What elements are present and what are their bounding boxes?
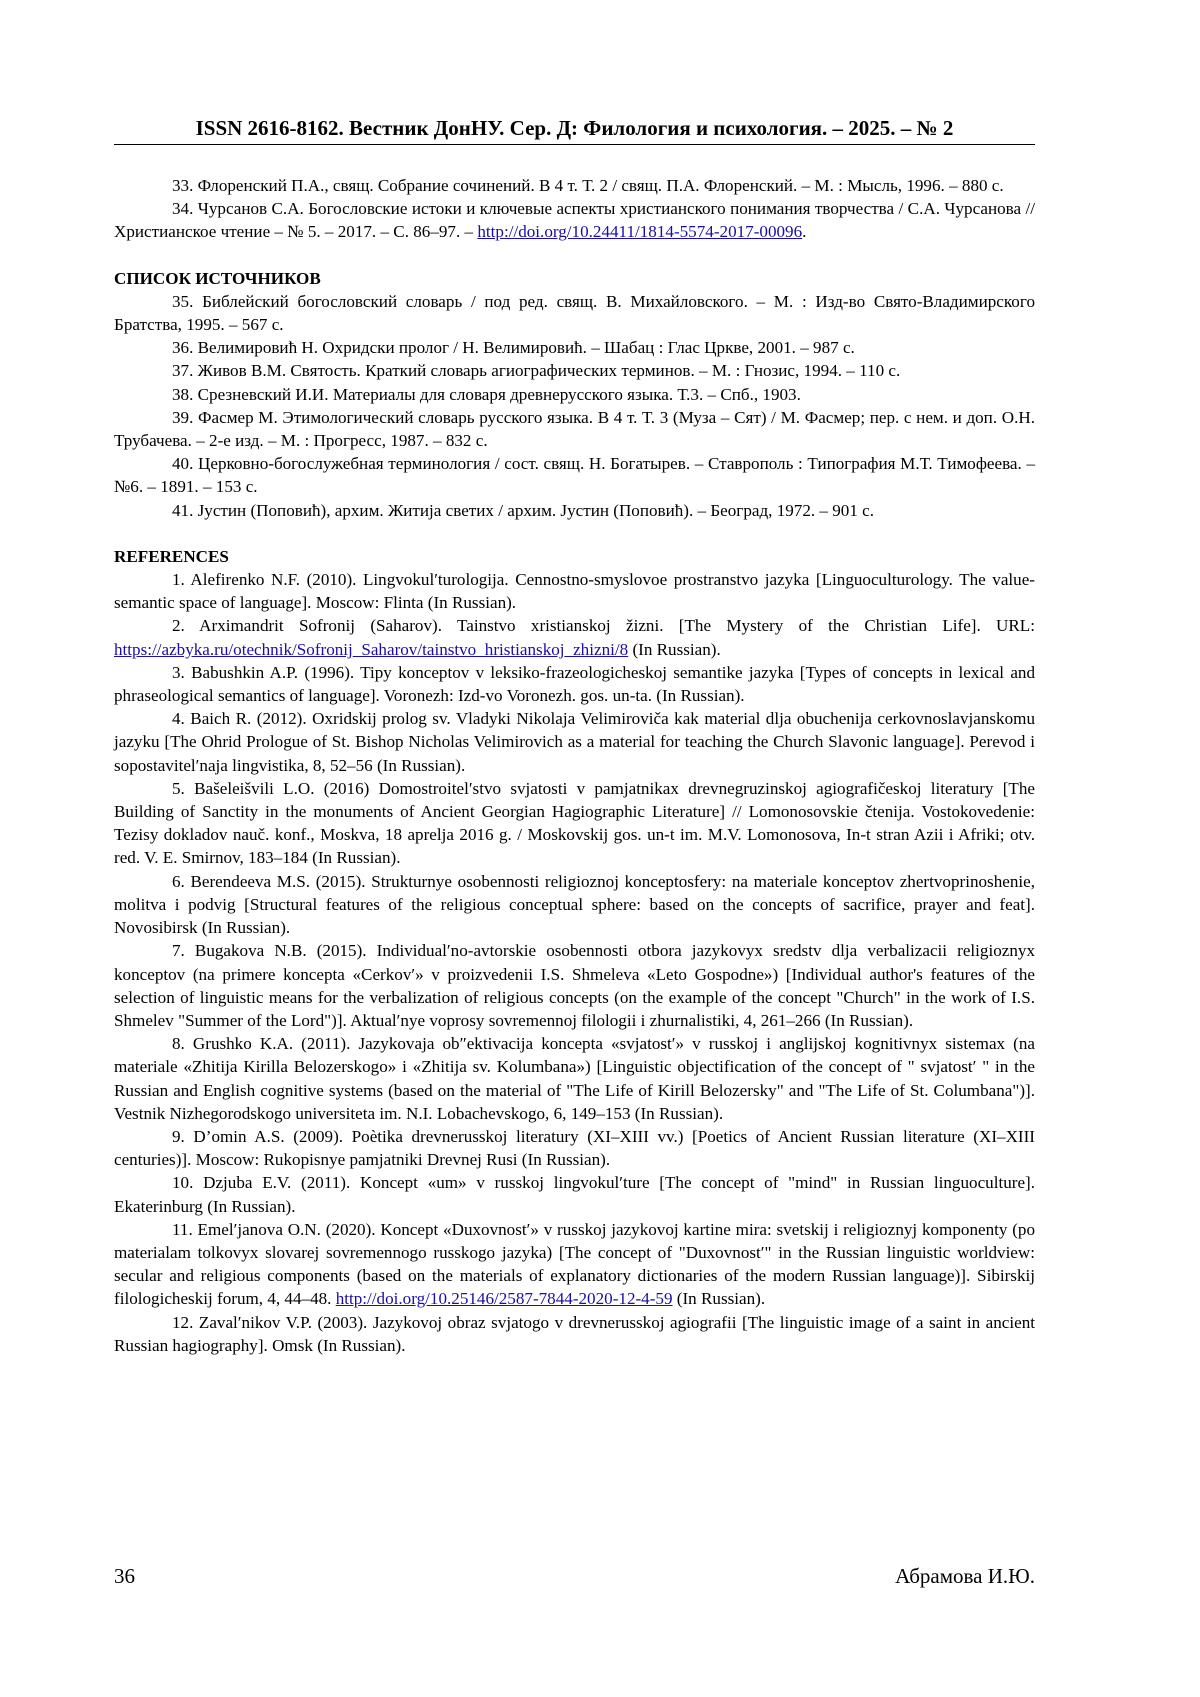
reference-entry: 7. Bugakova N.B. (2015). Individual′no-avtorskie osobennosti otbora jazykovyx sredstv dlja verbalizacii religioznyx konceptov (na primere koncepta «Cerkov′» v proizvedenii I.S. Shmeleva «Leto Gospodne») [Individual author's features of the selection of linguistic means for the verbalization of religious concepts (on the example of the concept "Church" in the work of I.S. Shmelev "Summer of the Lord")]. Aktual′nye voprosy sovremennoj filologii i zhurnalistiki, 4, 261–266 (In Russian). [114,941,1035,1030]
sources-heading: СПИСОК ИСТОЧНИКОВ [114,268,321,288]
entry-text-after: (In Russian). [672,1289,766,1309]
reference-entry: 12. Zaval′nikov V.P. (2003). Jazykovoj obraz svjatogo v drevnerusskoj agiografii [The linguistic image of a saint in ancient Russian hagiography]. Omsk (In Russian). [114,1312,1035,1355]
bibliography-entry: 33. Флоренский П.А., свящ. Собрание сочинений. В 4 т. Т. 2 / свящ. П.А. Флоренский. – М. : Мысль, 1996. – 880 с. [172,176,1004,195]
entry-text-after: . [802,222,807,242]
reference-entry: 6. Berendeeva M.S. (2015). Strukturnye osobennosti religioznoj konceptosfery: na materiale konceptov zhertvoprinoshenie, molitva i podvig [Structural features of the religious conceptual sphere: based on the concepts of sacrifice, prayer and feat]. Novosibirsk (In Russian). [114,871,1035,938]
url-link[interactable]: https://azbyka.ru/otechnik/Sofronij_Saharov/tainstvo_hristianskoj_zhizni/8 [114,639,629,659]
reference-entry: 1. Alefirenko N.F. (2010). Lingvokul′turologija. Cennostno-smyslovoe prostranstvo jazyka [Linguoculturology. The value-semantic space of language]. Moscow: Flinta (In Russian). [114,570,1035,613]
entry-text: 34. Чурсанов С.А. Богословские истоки и ключевые аспекты христианского понимания творчества / С.А. Чурсанова // Христианское чтение – № 5. – 2017. – С. 86–97. – [114,199,1035,242]
source-entry: 35. Библейский богословский словарь / под ред. свящ. В. Михайловского. – М. : Изд-во Свято-Владимирского Братства, 1995. – 567 с. [114,291,1035,335]
references-heading: REFERENCES [114,546,229,566]
page-number: 36 [114,1564,135,1588]
reference-entry: 4. Baich R. (2012). Oxridskij prolog sv. Vladyki Nikolaja Velimiroviča kak material dlja obuchenija cerkovnoslavjanskomu jazyku [The Ohrid Prologue of St. Bishop Nicholas Velimirovich as a material for teaching the Church Slavonic language]. Perevod i sopostavitel′naja lingvistika, 8, 52–56 (In Russian). [114,709,1035,775]
reference-entry: 10. Dzjuba E.V. (2011). Koncept «um» v russkoj lingvokul′ture [The concept of "mind" in Russian linguoculture]. Ekaterinburg (In Russian). [114,1173,1035,1216]
reference-entry: 5. Bašeleišvili L.O. (2016) Domostroitel′stvo svjatosti v pamjatnikax drevnegruzinskoj agiografičeskoj literatury [The Building of Sanctity in the monuments of Ancient Georgian Hagiographic Literature] // Lomonosovskie čtenija. Vostokovedenie: Tezisy dokladov nauč. konf., Moskva, 18 aprelja 2016 g. / Moskovskij gos. un-t im. M.V. Lomonosova, In-t stran Azii i Afriki; otv. red. V. E. Smirnov, 183–184 (In Russian). [114,778,1035,868]
reference-entry: 8. Grushko K.A. (2011). Jazykovaja ob″ektivacija koncepta «svjatost′» v russkoj i anglijskoj kognitivnyx sistemax (na materiale «Zhitija Kirilla Belozerskogo» i «Zhitija sv. Kolumbana») [Linguistic objectification of the concept of " svjatost′ " in the Russian and English cognitive systems (based on the material of "The Life of Kirill Belozersky" and "The Life of St. Columbana")]. Vestnik Nizhegorodskogo universiteta im. N.I. Lobachevskogo, 6, 149–153 (In Russian). [114,1034,1035,1123]
source-entry: 39. Фасмер М. Этимологический словарь русского языка. В 4 т. Т. 3 (Муза – Сят) / М. Фасмер; пер. с нем. и доп. О.Н. Трубачева. – 2-е изд. – М. : Прогресс, 1987. – 832 с. [114,407,1035,451]
source-entry: 36. Велимировић Н. Охридски пролог / Н. Велимировић. – Шабац : Глас Цркве, 2001. – 987 с. [172,338,855,358]
entry-text-after: (In Russian). [628,639,721,659]
reference-entry [114,1218,1035,1311]
source-entry: 40. Церковно-богослужебная терминология / сост. свящ. Н. Богатырев. – Ставрополь : Типография М.Т. Тимофеева. – №6. – 1891. – 153 с. [114,454,1035,497]
reference-entry: 9. D’omin A.S. (2009). Poètika drevnerusskoj literatury (XI–XIII vv.) [Poetics of Ancient Russian literature (XI–XIII centuries)]. Moscow: Rukopisnye pamjatniki Drevnej Rusi (In Russian). [114,1126,1035,1170]
reference-entry [114,614,1035,660]
page-body [114,174,1035,1357]
entry-text: 2. Arximandrit Sofronij (Saharov). Tainstvo xristianskoj žizni. [The Mystery of the Christian Life]. URL: [172,616,1035,636]
source-entry: 37. Живов В.М. Святость. Краткий словарь агиографических терминов. – М. : Гнозис, 1994. – 110 с. [172,361,901,381]
entry-text: 11. Emel′janova O.N. (2020). Koncept «Duxovnost′» v russkoj jazykovoj kartine mira: svetskij i religioznyj komponenty (po materialam tolkovyx slovarej sovremennogo russkogo jazyka) [The concept of "Duxovnost′" in the Russian linguistic worldview: secular and religious components (based on the materials of explanatory dictionaries of the modern Russian language)]. Sibirskij filologicheskij forum, 4, 44–48. [114,1219,1035,1309]
running-header: ISSN 2616-8162. Вестник ДонНУ. Сер. Д: Филология и психология. – 2025. – № 2 [114,114,1035,145]
source-entry: 41. Јустин (Поповић), архим. Житија светих / архим. Јустин (Поповић). – Београд, 1972. – 901 с. [172,500,875,520]
doi-link[interactable]: http://doi.org/10.24411/1814-5574-2017-00096 [477,222,803,242]
bibliography-entry [114,197,1035,243]
doi-link[interactable]: http://doi.org/10.25146/2587-7844-2020-12-4-59 [335,1289,673,1309]
running-footer-author: Абрамова И.Ю. [895,1564,1035,1588]
reference-entry: 3. Babushkin A.P. (1996). Tipy konceptov v leksiko-frazeologicheskoj semantike jazyka [Types of concepts in lexical and phraseological semantics of language]. Voronezh: Izd-vo Voronezh. gos. un-ta. (In Russian). [114,662,1035,706]
source-entry: 38. Срезневский И.И. Материалы для словаря древнерусского языка. Т.3. – Спб., 1903. [172,384,801,404]
